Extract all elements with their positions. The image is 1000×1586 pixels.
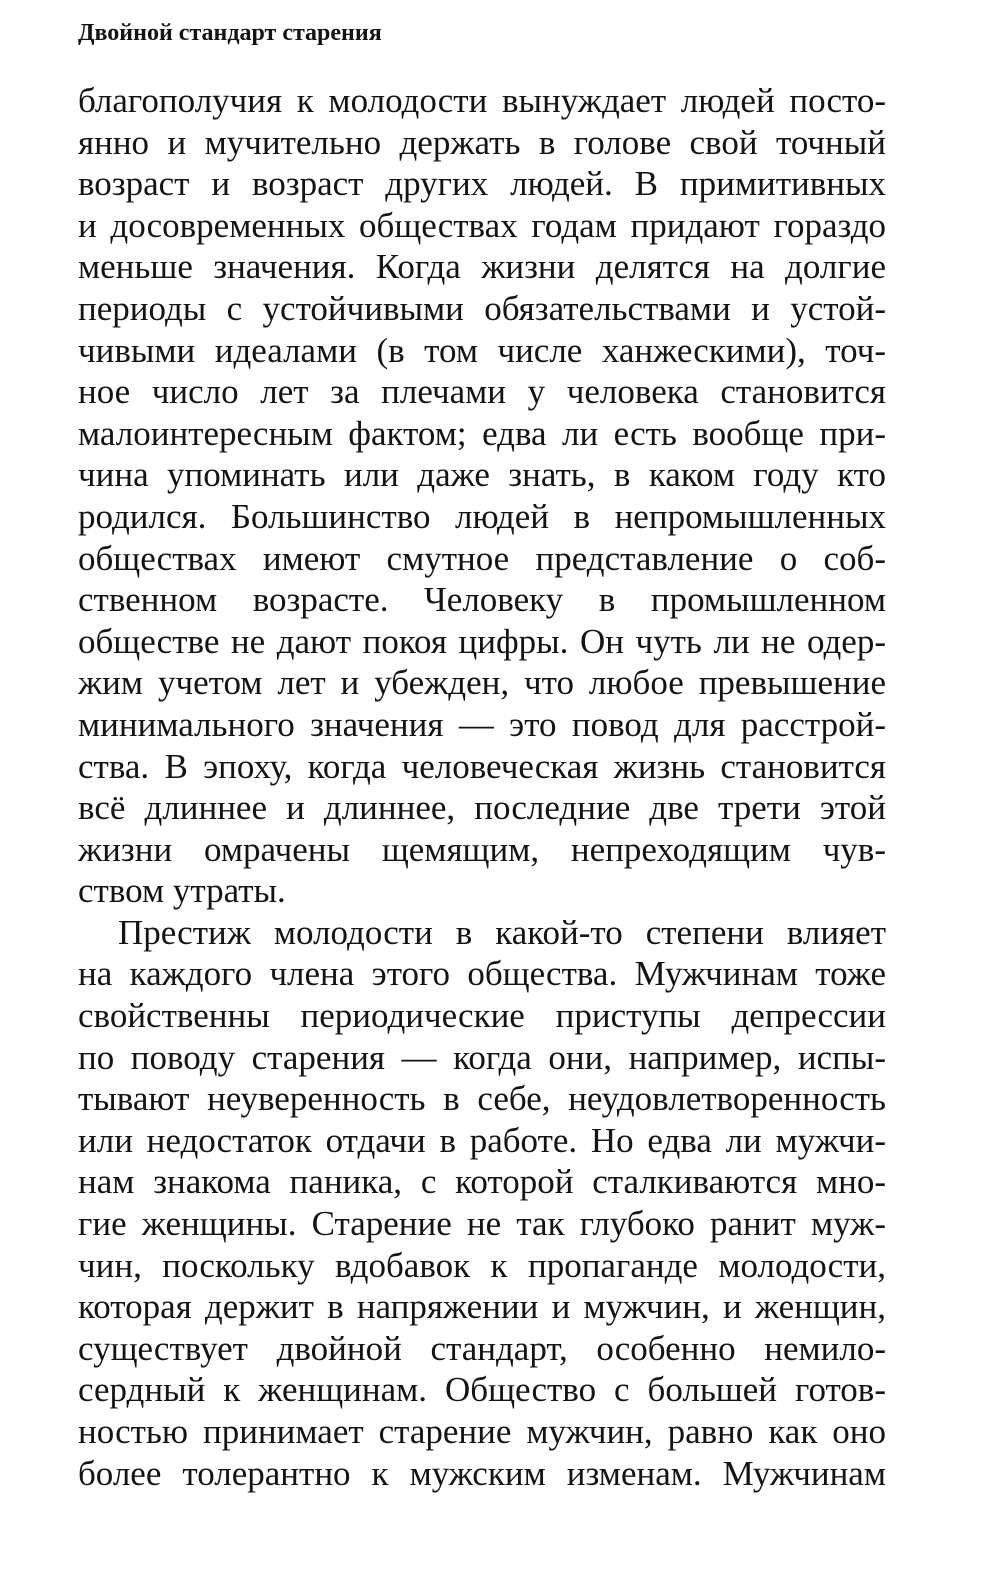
text-line: ства. В эпоху, когда человеческая жизнь становится	[78, 746, 886, 786]
text-line: чина упоминать или даже знать, в каком году кто	[78, 455, 886, 495]
text-line: которая держит в напряжении и мужчин, и женщин,	[78, 1287, 886, 1327]
text-line: свойственны периодические приступы депрессии	[78, 996, 886, 1036]
paragraph-1	[78, 80, 886, 912]
text-line: и досовременных обществах годам придают гораздо	[78, 205, 886, 245]
text-line: обществах имеют смутное представление о соб-	[78, 538, 886, 578]
text-line: или недостаток отдачи в работе. Но едва ли мужчи-	[78, 1120, 886, 1160]
paragraph-2	[78, 912, 886, 1494]
text-line: обществе не дают покоя цифры. Он чуть ли не одер-	[78, 621, 886, 661]
text-line: всё длиннее и длиннее, последние две трети этой	[78, 788, 886, 828]
text-line: возраст и возраст других людей. В примитивных	[78, 164, 886, 204]
text-line: жим учетом лет и убежден, что любое превышение	[78, 663, 886, 703]
text-line: ственном возрасте. Человеку в промышленном	[78, 580, 886, 620]
text-line: меньше значения. Когда жизни делятся на долгие	[78, 247, 886, 287]
text-line: благополучия к молодости вынуждает людей посто-	[78, 81, 886, 120]
text-line: нам знакома паника, с которой сталкиваются мно-	[78, 1162, 886, 1202]
text-line: жизни омрачены щемящим, непреходящим чув-	[78, 829, 886, 869]
text-line: родился. Большинство людей в непромышленных	[78, 496, 886, 536]
text-line: более толерантно к мужским изменам. Мужчинам	[78, 1453, 886, 1493]
text-line: периоды с устойчивыми обязательствами и устой-	[78, 288, 886, 328]
text-line: сердный к женщинам. Общество с большей готов-	[78, 1370, 886, 1410]
running-head: Двойной стандарт старения	[78, 20, 382, 46]
text-line: Престиж молодости в какой-то степени влияет	[118, 912, 886, 952]
text-line: минимального значения — это повод для расстрой-	[78, 704, 886, 744]
text-line: по поводу старения — когда они, например, испы-	[78, 1037, 886, 1077]
text-line: чин, поскольку вдобавок к пропаганде молодости,	[78, 1245, 886, 1285]
text-line: гие женщины. Старение не так глубоко ранит муж-	[78, 1204, 886, 1244]
text-line: янно и мучительно держать в голове свой точный	[78, 122, 886, 162]
body-text	[78, 80, 886, 1494]
text-line: на каждого члена этого общества. Мужчинам тоже	[78, 954, 886, 994]
text-line: чивыми идеалами (в том числе ханжескими), точ-	[78, 330, 886, 370]
text-line: тывают неуверенность в себе, неудовлетворенность	[78, 1079, 886, 1119]
text-line: существует двойной стандарт, особенно немило-	[78, 1328, 886, 1368]
text-line: ностью принимает старение мужчин, равно как оно	[78, 1412, 886, 1451]
text-line: малоинтересным фактом; едва ли есть вообще при-	[78, 413, 886, 453]
text-line: ством утраты.	[78, 871, 286, 911]
text-line: ное число лет за плечами у человека становится	[78, 372, 886, 412]
